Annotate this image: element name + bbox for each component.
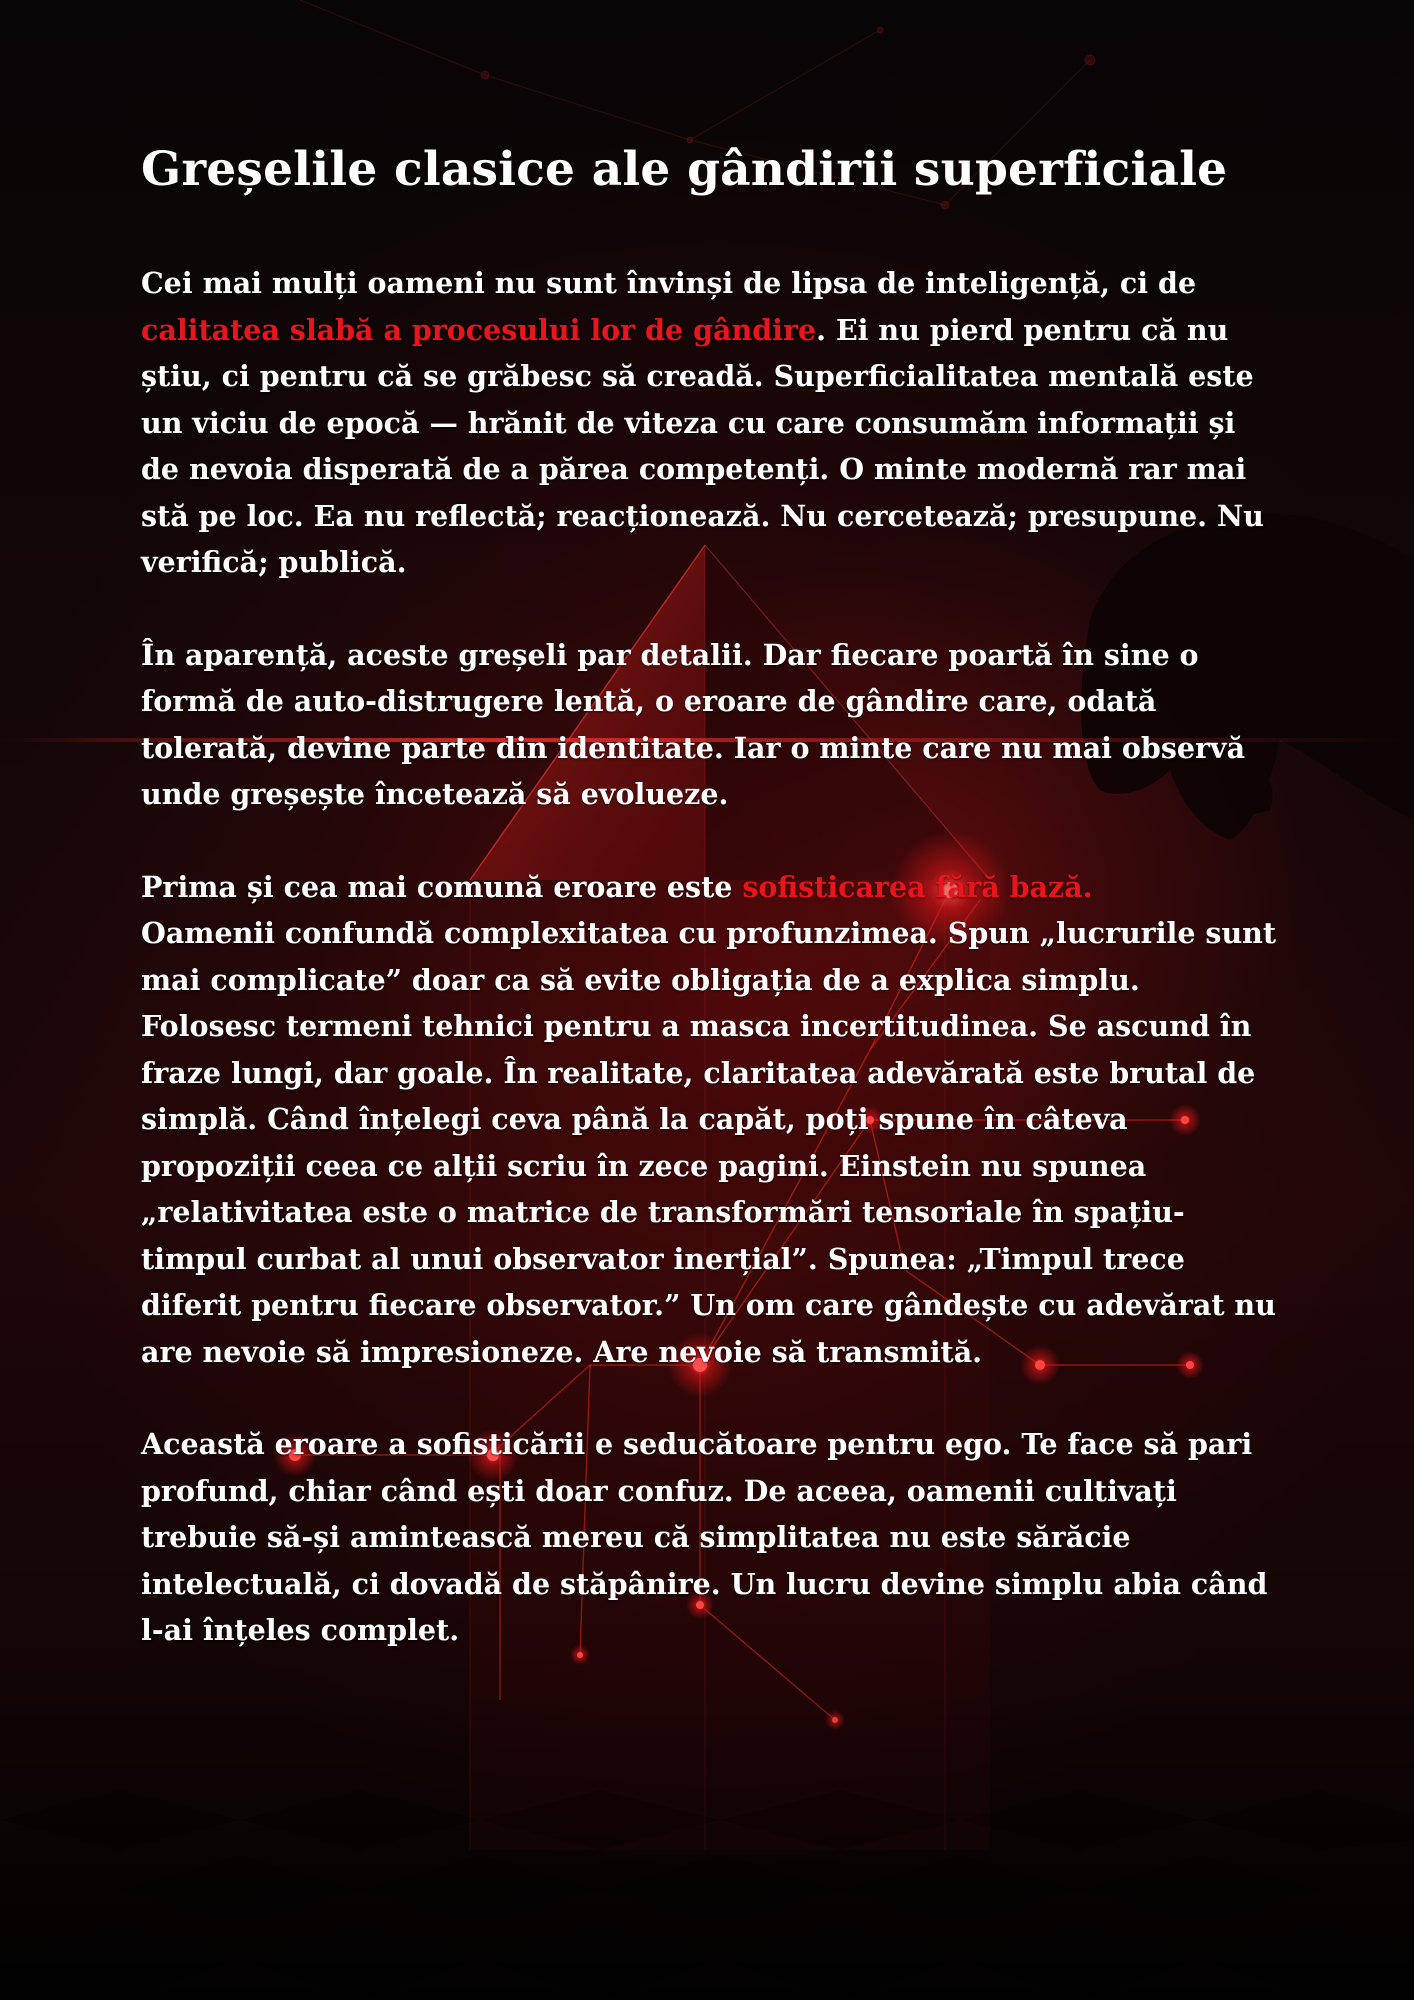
- paragraph-1-highlight: calitatea slabă a procesului lor de gândire: [141, 312, 817, 347]
- paragraph-2: În aparență, aceste greșeli par detalii. Dar fiecare poartă în sine o formă de auto-distrugere lentă, o eroare de gândire care, odată tolerată, devine parte din identitate. Iar o minte care nu mai observă unde greșește încetează să evolueze.: [141, 637, 1246, 811]
- paragraph-4: Această eroare a sofisticării e seducătoare pentru ego. Te face să pari profund, chiar când ești doar confuz. De aceea, oamenii cultivați trebuie să-și amintească mereu că simplitatea nu este sărăcie intelectuală, ci dovadă de stăpânire. Un lucru devine simplu abia când l-ai înțeles complet.: [141, 1427, 1268, 1647]
- paragraph-3-text-start: Prima și cea mai comună eroare este: [141, 869, 743, 904]
- paragraph-1-text-start: Cei mai mulți oameni nu sunt învinși de lipsa de inteligență, ci de: [141, 266, 1197, 300]
- paragraph-1: [141, 260, 1281, 586]
- article-content: [141, 138, 1281, 1700]
- paragraph-3-text-end: Oamenii confundă complexitatea cu profunzimea. Spun „lucrurile sunt mai complicate” doar ca să evite obligația de a explica simplu. Folosesc termeni tehnici pentru a masca incertitudinea. Se ascund în fraze lungi, dar goale. În realitate, claritatea adevărată este brutal de simplă. Când înțelegi ceva până la capăt, poți spune în câteva propoziții ceea ce alții scriu în zece pagini. Einstein nu spunea „relativitatea este o matrice de transformări tensoriale în spațiu-timpul curbat al unui observator inerțial”. Spunea: „Timpul trece diferit pentru fiecare observator.” Un om care gândește cu adevărat nu are nevoie să impresioneze. Are nevoie să transmită.: [141, 916, 1277, 1369]
- paragraph-3-highlight: sofisticarea fără bază.: [742, 869, 1093, 904]
- paragraph-1-text-end: . Ei nu pierd pentru că nu știu, ci pentru că se grăbesc să creadă. Superficialitatea mentală este un viciu de epocă — hrănit de viteza cu care consumăm informații și de nevoia disperată de a părea competenți. O minte modernă rar mai stă pe loc. Ea nu reflectă; reacționează. Nu cercetează; presupune. Nu verifică; publică.: [141, 312, 1264, 579]
- article-title: Greșelile clasice ale gândirii superficiale: [141, 142, 1228, 197]
- paragraph-3: [141, 864, 1281, 1376]
